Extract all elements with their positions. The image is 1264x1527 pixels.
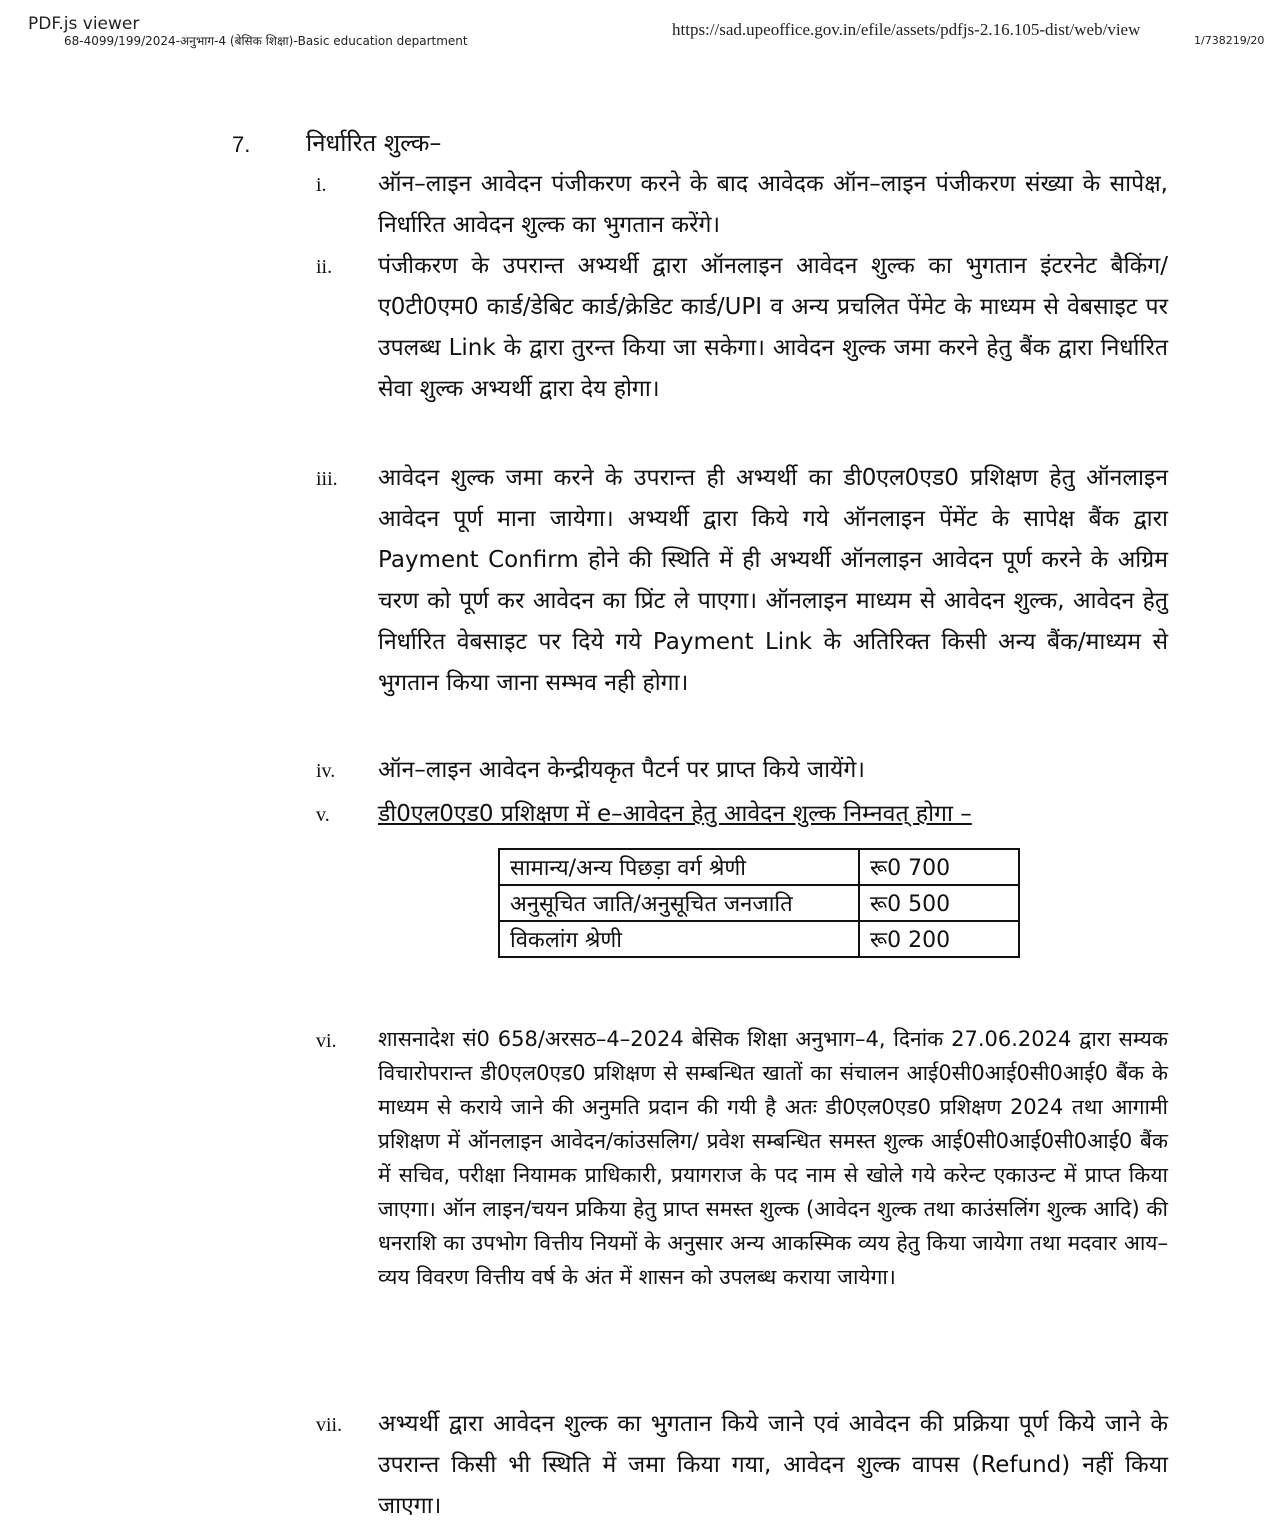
item-number: v. [316,804,330,826]
fee-category: विकलांग श्रेणी [499,921,859,957]
file-reference: 68-4099/199/2024-अनुभाग-4 (बेसिक शिक्षा)-Basic education department [64,34,468,48]
item-number: vi. [316,1030,337,1052]
fee-amount: रू0 500 [859,885,1019,921]
item-number: vii. [316,1414,343,1436]
item-number: i. [316,174,327,196]
fee-category: अनुसूचित जाति/अनुसूचित जनजाति [499,885,859,921]
table-row [499,849,1019,885]
header-right [672,20,1264,47]
fee-category: सामान्य/अन्य पिछड़ा वर्ग श्रेणी [499,849,859,885]
list-item: ऑन–लाइन आवेदन पंजीकरण करने के बाद आवेदक ऑन–लाइन पंजीकरण संख्या के सापेक्ष, निर्धारित आवेदन शुल्क का भुगतान करेंगे। [378,171,1168,238]
page-url[interactable]: https://sad.upeoffice.gov.in/efile/assets/pdfjs-2.16.105-dist/web/view [672,20,1141,39]
fee-amount: रू0 200 [859,921,1019,957]
item-number: iv. [316,760,336,782]
list-item: डी0एल0एड0 प्रशिक्षण में e–आवेदन हेतु आवेदन शुल्क निम्नवत् होगा – [378,801,972,827]
fee-amount: रू0 700 [859,849,1019,885]
table-row [499,921,1019,957]
list-item: पंजीकरण के उपरान्त अभ्यर्थी द्वारा ऑनलाइन आवेदन शुल्क का भुगतान इंटरनेट बैकिंग/ए0टी0एम0 कार्ड/डेबिट कार्ड/क्रेडिट कार्ड/UPI व अन्य प्रचलित पेंमेट के माध्यम से वेबसाइट पर उपलब्ध Link के द्वारा तुरन्त किया जा सकेगा। आवेदन शुल्क जमा करने हेतु बैंक द्वारा निर्धारित सेवा शुल्क अभ्यर्थी द्वारा देय होगा। [378,253,1168,402]
section-number: 7. [232,132,251,157]
item-number: ii. [316,256,333,278]
item-number: iii. [316,468,338,490]
list-item: ऑन–लाइन आवेदन केन्द्रीयकृत पैटर्न पर प्राप्त किये जायेंगे। [378,757,866,783]
table-row [499,885,1019,921]
page-reference: 1/738219/20 [1194,34,1264,47]
list-item: शासनादेश सं0 658/अरसठ–4–2024 बेसिक शिक्षा अनुभाग–4, दिनांक 27.06.2024 द्वारा सम्यक विचारोपरान्त डी0एल0एड0 प्रशिक्षण से सम्बन्धित खातों का संचालन आई0सी0आई0सी0आई0 बैंक के माध्यम से कराये जाने की अनुमति प्रदान की गयी है अतः डी0एल0एड0 प्रशिक्षण 2024 तथा आगामी प्रशिक्षण में ऑनलाइन आवेदन/कांउसलिग/ प्रवेश सम्बन्धित समस्त शुल्क आई0सी0आई0सी0आई0 बैंक में सचिव, परीक्षा नियामक प्राधिकारी, प्रयागराज के पद नाम से खोले गये करेन्ट एकाउन्ट में प्राप्त किया जाएगा। ऑन लाइन/चयन प्रकिया हेतु प्राप्त समस्त शुल्क (आवेदन शुल्क तथा काउंसलिंग शुल्क आदि) की धनराशि का उपभोग वित्तीय नियमों के अनुसार अन्य आकस्मिक व्यय हेतु किया जायेगा तथा मदवार आय–व्यय विवरण वित्तीय वर्ष के अंत में शासन को उपलब्ध कराया जायेगा। [378,1027,1168,1289]
list-item: आवेदन शुल्क जमा करने के उपरान्त ही अभ्यर्थी का डी0एल0एड0 प्रशिक्षण हेतु ऑनलाइन आवेदन पूर्ण माना जायेगा। अभ्यर्थी द्वारा किये गये ऑनलाइन पेंमेंट के सापेक्ष बैंक द्वारा Payment Confirm होने की स्थिति में ही अभ्यर्थी ऑनलाइन आवेदन पूर्ण करने के अग्रिम चरण को पूर्ण कर आवेदन का प्रिंट ले पाएगा। ऑनलाइन माध्यम से आवेदन शुल्क, आवेदन हेतु निर्धारित वेबसाइट पर दिये गये Payment Link के अतिरिक्त किसी अन्य बैंक/माध्यम से भुगतान किया जाना सम्भव नही होगा। [378,465,1168,696]
section-title: निर्धारित शुल्क– [306,129,442,157]
fee-table [498,848,1020,958]
list-item: अभ्यर्थी द्वारा आवेदन शुल्क का भुगतान किये जाने एवं आवेदन की प्रक्रिया पूर्ण किये जाने के उपरान्त किसी भी स्थिति में जमा किया गया, आवेदन शुल्क वापस (Refund) नहीं किया जाएगा। [378,1411,1168,1519]
viewer-title: PDF.js viewer [28,14,140,34]
